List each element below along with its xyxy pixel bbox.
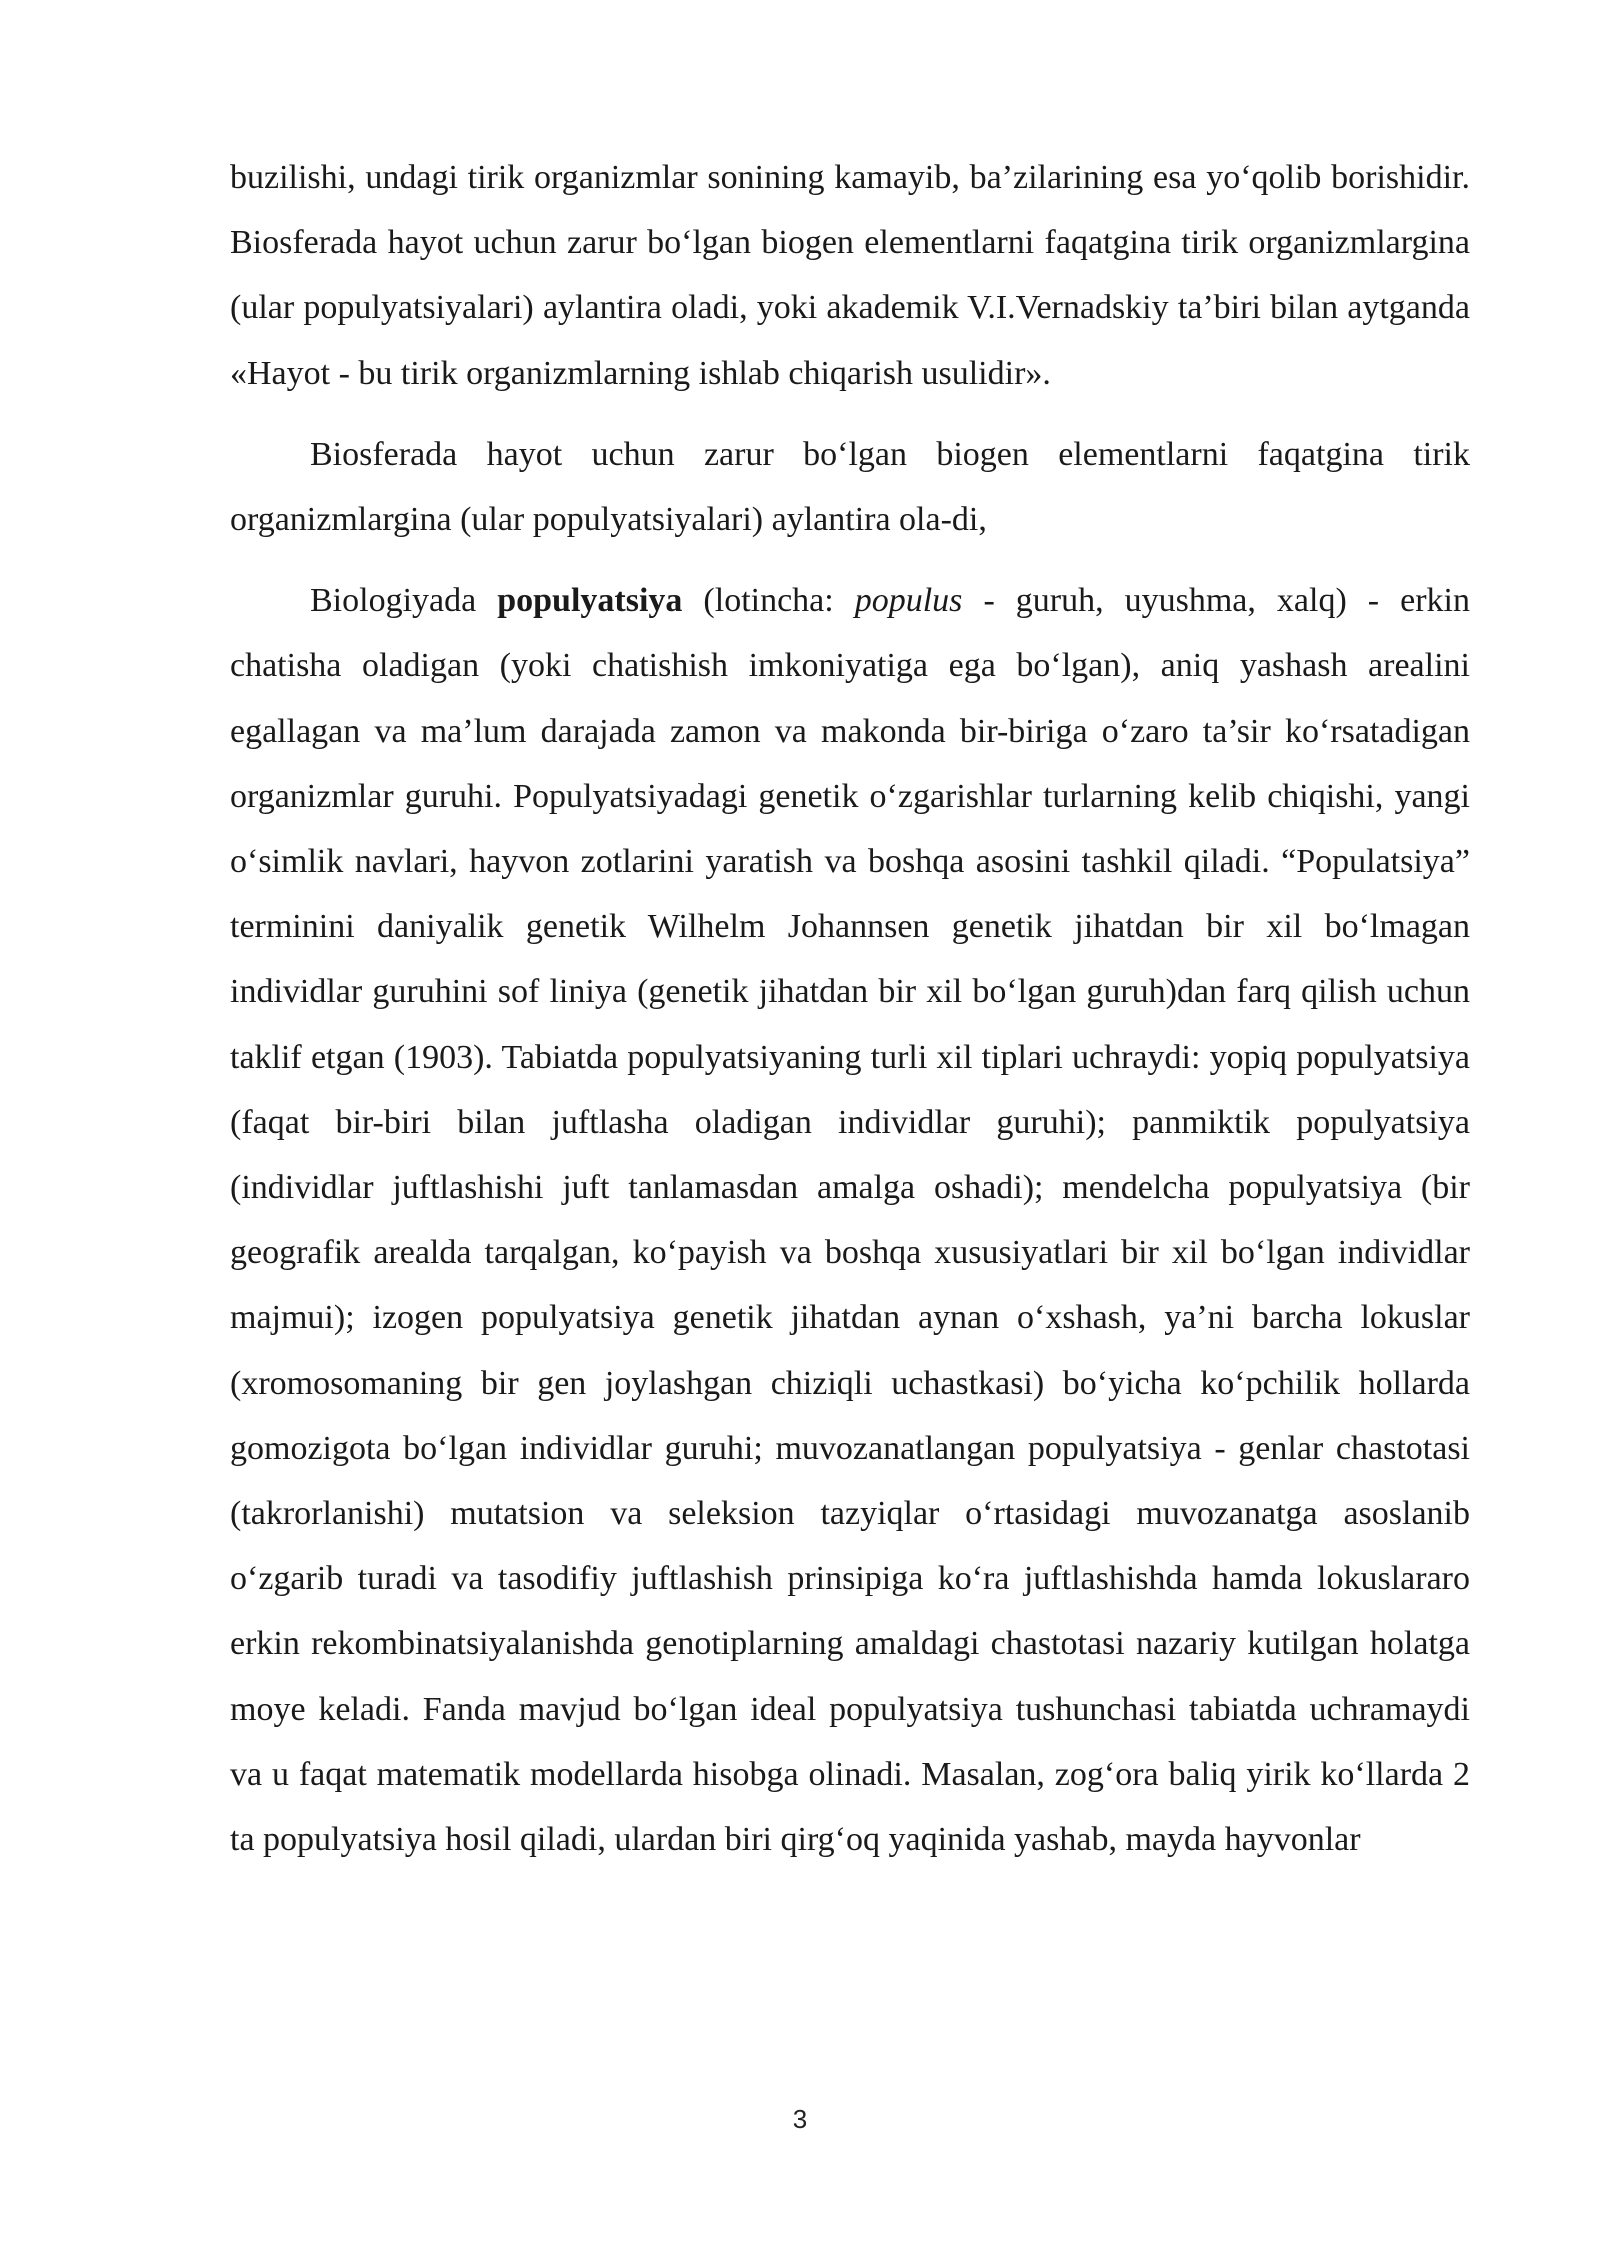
paragraph-2-text: Biosferada hayot uchun zarur bo‘lgan biogen elementlarni faqatgina tirik organizmlargina (ular populyatsiyalari) aylantira ola-di, xyxy=(230,435,1470,539)
term-populyatsiya: populyatsiya xyxy=(497,582,683,620)
paragraph-continuation xyxy=(230,145,1470,406)
paragraph-3-mid: (lotincha: xyxy=(682,582,855,620)
paragraph-3-lead: Biologiyada xyxy=(310,582,498,620)
term-populus: populus xyxy=(854,582,963,620)
paragraph-biosphere xyxy=(230,422,1470,552)
paragraph-3-rest: - guruh, uyushma, xalq) - erkin chatisha oladigan (yoki chatishish imkoniyatiga ega bo‘lgan), aniq yashash arealini egallagan va ma’lum darajada zamon va makonda bir-biriga o‘zaro ta’sir ko‘rsatadigan organizmlar guruhi. Populyatsiyadagi genetik o‘zgarishlar turlarning kelib chiqishi, yangi o‘simlik navlari, hayvon zotlarini yaratish va boshqa asosini tashkil qiladi. “Populatsiya” terminini daniyalik genetik Wilhelm Johannsen genetik jihatdan bir xil bo‘lmagan individlar guruhini sof liniya (genetik jihatdan bir xil bo‘lgan guruh)dan farq qilish uchun taklif etgan (1903). Tabiatda populyatsiyaning turli xil tiplari uchraydi: yopiq populyatsiya (faqat bir-biri bilan juftlasha oladigan individlar guruhi); panmiktik populyatsiya (individlar juftlashishi juft tanlamasdan amalga oshadi); mendelcha populyatsiya (bir geografik arealda tarqalgan, ko‘payish va boshqa xususiyatlari bir xil bo‘lgan individlar majmui); izogen populyatsiya genetik jihatdan aynan o‘xshash, ya’ni barcha lokuslar (xromosomaning bir gen joylashgan chiziqli uchastkasi) bo‘yicha ko‘pchilik hollarda gomozigota bo‘lgan individlar guruhi; muvozanatlangan populyatsiya - genlar chastotasi (takrorlanishi) mutatsion va seleksion tazyiqlar o‘rtasidagi muvozanatga asoslanib o‘zgarib turadi va tasodifiy juftlashish prinsipiga ko‘ra juftlashishda hamda lokuslararo erkin rekombinatsiyalanishda genotiplarning amaldagi chastotasi nazariy kutilgan holatga moye keladi. Fanda mavjud bo‘lgan ideal populyatsiya tushunchasi tabiatda uchramaydi va u faqat matematik modellarda hisobga olinadi. Masalan, zog‘ora baliq yirik ko‘llarda 2 ta populyatsiya hosil qiladi, ulardan biri qirg‘oq yaqinida yashab, mayda hayvonlar xyxy=(230,582,1470,1859)
paragraph-1-text: buzilishi, undagi tirik organizmlar sonining kamayib, ba’zilarining esa yo‘qolib borishidir. Biosferada hayot uchun zarur bo‘lgan biogen elementlarni faqatgina tirik organizmlargina (ular populyatsiyalari) aylantira oladi, yoki akademik V.I.Vernadskiy ta’biri bilan aytganda «Hayot - bu tirik organizmlarning ishlab chiqarish usulidir». xyxy=(230,159,1470,392)
paragraph-population-definition xyxy=(230,568,1470,1872)
page-number: 3 xyxy=(792,2104,808,2134)
body-text xyxy=(230,145,1470,1888)
